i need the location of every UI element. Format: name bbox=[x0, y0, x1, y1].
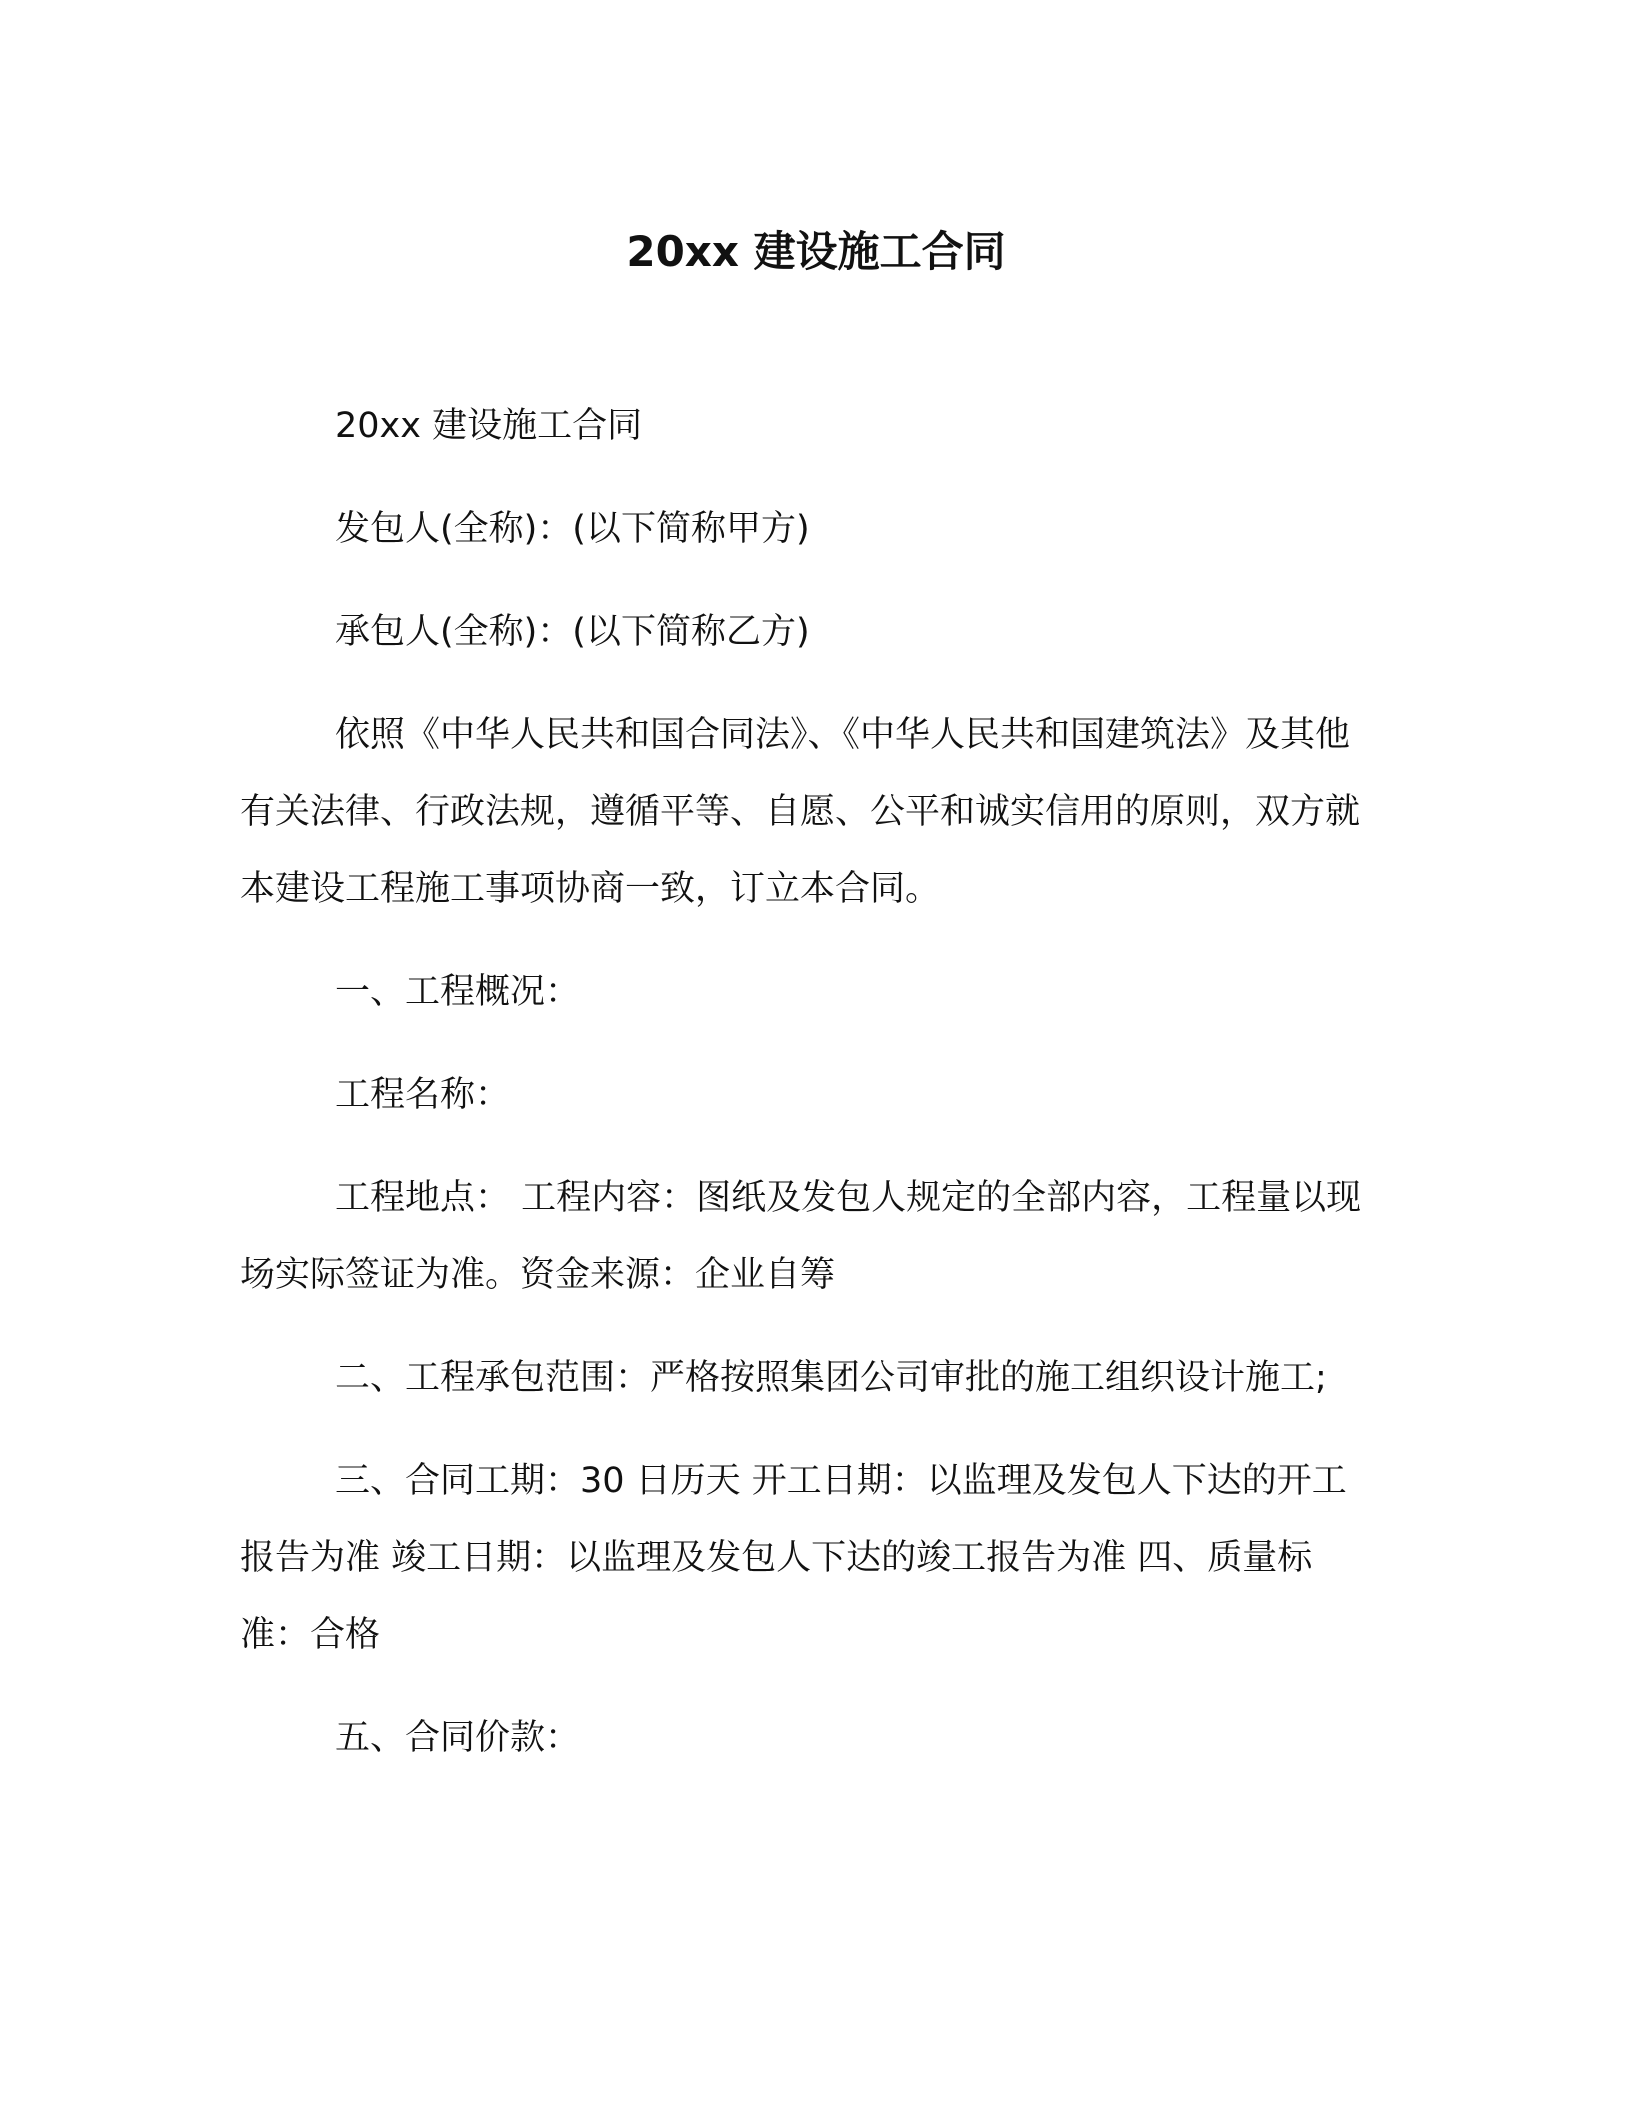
section-1-heading: 一、工程概况： bbox=[335, 972, 581, 1012]
project-name-line: 工程名称： bbox=[335, 1075, 511, 1115]
document-body bbox=[240, 388, 1380, 1803]
document-title: 20xx 建设施工合同 bbox=[626, 227, 1006, 276]
section-2-paragraph: 二、工程承包范围：严格按照集团公司审批的施工组织设计施工; bbox=[335, 1358, 1327, 1398]
party-a-line: 发包人(全称)：(以下简称甲方) bbox=[335, 509, 810, 549]
project-location-paragraph: 工程地点： 工程内容：图纸及发包人规定的全部内容，工程量以现场实际签证为准。资金来源：企业自筹 bbox=[240, 1178, 1362, 1295]
section-3-paragraph: 三、合同工期：30 日历天 开工日期：以监理及发包人下达的开工报告为准 竣工日期：以监理及发包人下达的竣工报告为准 四、质量标准：合格 bbox=[240, 1461, 1347, 1655]
preamble-paragraph: 依照《中华人民共和国合同法》、《中华人民共和国建筑法》及其他有关法律、行政法规，遵循平等、自愿、公平和诚实信用的原则，双方就本建设工程施工事项协商一致，订立本合同。 bbox=[240, 715, 1361, 909]
section-5-heading: 五、合同价款： bbox=[335, 1718, 581, 1758]
party-b-line: 承包人(全称)：(以下简称乙方) bbox=[335, 612, 810, 652]
contract-subtitle: 20xx 建设施工合同 bbox=[335, 406, 643, 446]
